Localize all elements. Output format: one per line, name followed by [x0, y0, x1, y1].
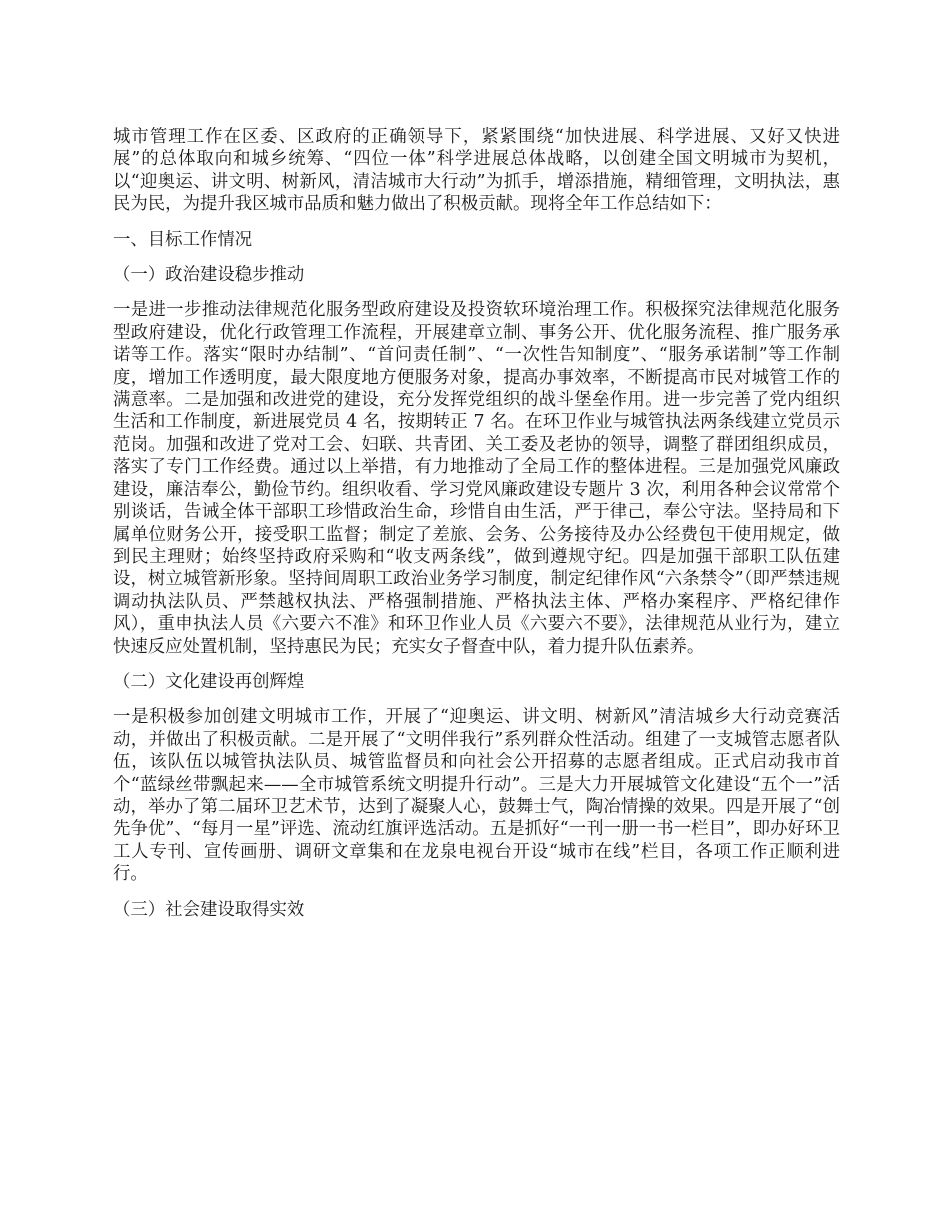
cultural-paragraph: 一是积极参加创建文明城市工作，开展了“迎奥运、讲文明、树新风”清洁城乡大行动竞赛活动，并做出了积极贡献。二是开展了“文明伴我行”系列群众性活动。组建了一支城管志愿者队伍，该队伍以城管执法队员、城管监督员和向社会公开招募的志愿者组成。正式启动我市首个“蓝绿丝带飘起来——全市城管系统文明提升行动”。三是大力开展城管文化建设“五个一”活动，举办了第二届环卫艺术节，达到了凝聚人心，鼓舞士气，陶冶情操的效果。四是开展了“创先争优”、“每月一星”评选、流动红旗评选活动。五是抓好“一刊一册一书一栏目”，即办好环卫工人专刊、宣传画册、调研文章集和在龙泉电视台开设“城市在线”栏目，各项工作正顺利进行。 [113, 707, 840, 885]
political-paragraph: 一是进一步推动法律规范化服务型政府建设及投资软环境治理工作。积极探究法律规范化服务型政府建设，优化行政管理工作流程，开展建章立制、事务公开、优化服务流程、推广服务承诺等工作。落实“限时办结制”、“首问责任制”、“一次性告知制度”、“服务承诺制”等工作制度，增加工作透明度，最大限度地方便服务对象，提高办事效率，不断提高市民对城管工作的满意率。二是加强和改进党的建设，充分发挥党组织的战斗堡垒作用。进一步完善了党内组织生活和工作制度，新进展党员 4 名，按期转正 7 名。在环卫作业与城管执法两条线建立党员示范岗。加强和改进了党对工会、妇联、共青团、关工委及老协的领导，调整了群团组织成员，落实了专门工作经费。通过以上举措，有力地推动了全局工作的整体进程。三是加强党风廉政建设，廉洁奉公，勤俭节约。组织收看、学习党风廉政建设专题片 3 次，利用各种会议常常个别谈话，告诫全体干部职工珍惜政治生命，珍惜自由生活，严于律己，奉公守法。坚持局和下属单位财务公开，接受职工监督；制定了差旅、会务、公务接待及办公经费包干使用规定，做到民主理财；始终坚持政府采购和“收支两条线”，做到遵规守纪。四是加强干部职工队伍建设，树立城管新形象。坚持间周职工政治业务学习制度，制定纪律作风“六条禁令”（即严禁违规调动执法队员、严禁越权执法、严格强制措施、严格执法主体、严格办案程序、严格纪律作风），重申执法人员《六要六不准》和环卫作业人员《六要六不要》，法律规范从业行为，建立快速反应处置机制，坚持惠民为民；充实女子督查中队，着力提升队伍素养。 [113, 300, 840, 657]
subheading-political: （一）政治建设稳步推动 [113, 265, 305, 286]
subheading-social: （三）社会建设取得实效 [113, 899, 305, 920]
document-page [113, 126, 840, 934]
subheading-cultural: （二）文化建设再创辉煌 [113, 671, 305, 692]
section-heading-targets: 一、目标工作情况 [113, 229, 253, 250]
intro-paragraph: 城市管理工作在区委、区政府的正确领导下，紧紧围绕“加快进展、科学进展、又好又快进展”的总体取向和城乡统筹、“四位一体”科学进展总体战略，以创建全国文明城市为契机，以“迎奥运、讲文明、树新风，清洁城市大行动”为抓手，增添措施，精细管理，文明执法，惠民为民，为提升我区城市品质和魅力做出了积极贡献。现将全年工作总结如下： [113, 127, 840, 215]
